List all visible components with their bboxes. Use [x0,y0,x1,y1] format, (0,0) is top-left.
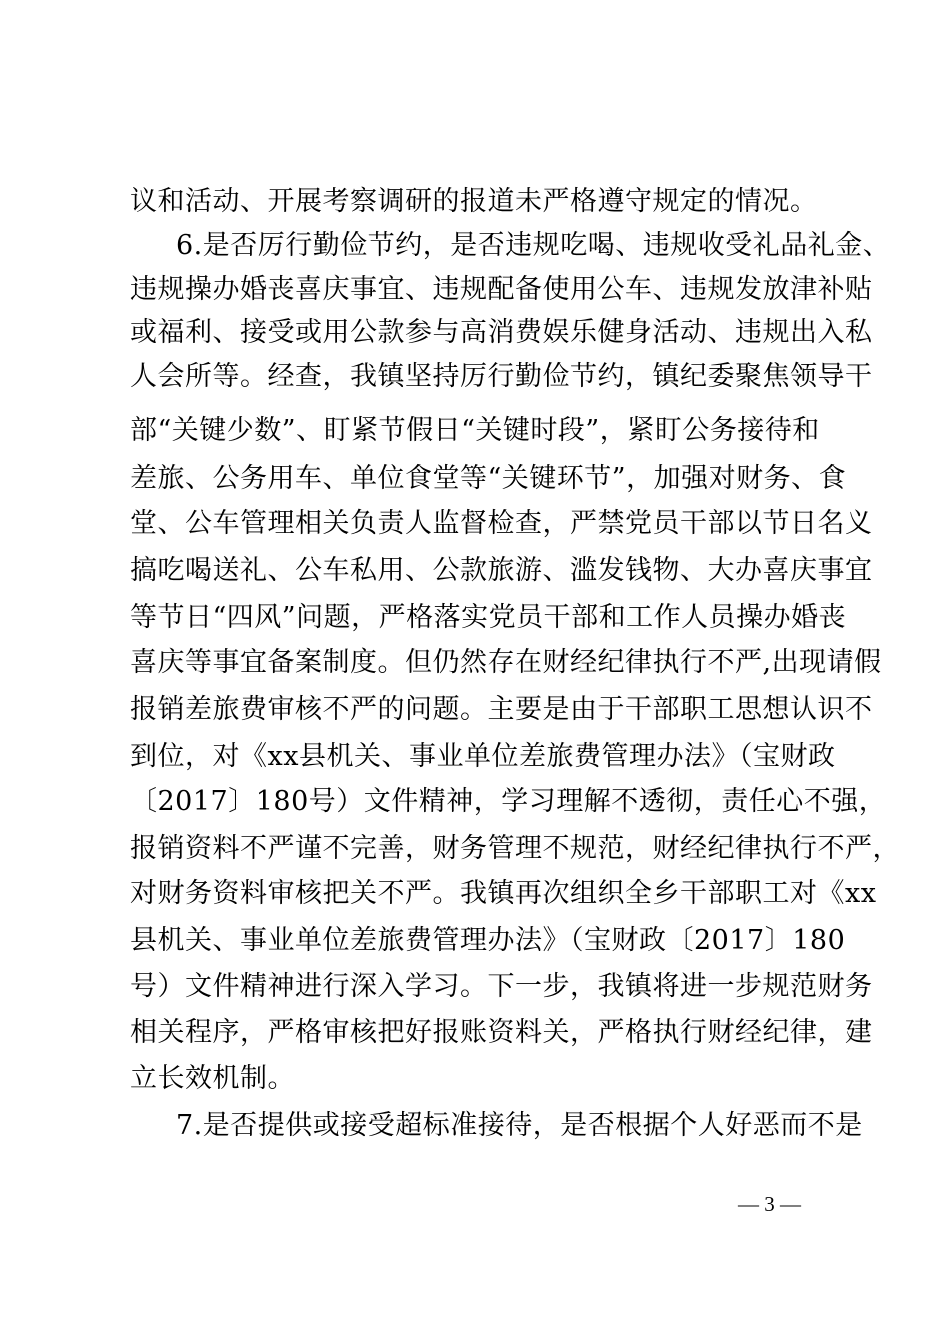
text-line: 搞吃喝送礼、公车私用、公款旅游、滥发钱物、大办喜庆事宜 [130,555,873,586]
text-line: 6.是否厉行勤俭节约，是否违规吃喝、违规收受礼品礼金、 [176,230,891,261]
text-line: 对财务资料审核把关不严。我镇再次组织全乡干部职工对《xx [130,878,877,909]
text-line: 堂、公车管理相关负责人监督检查，严禁党员干部以节日名义 [130,508,873,539]
text-line: 或福利、接受或用公款参与高消费娱乐健身活动、违规出入私 [130,317,873,348]
text-line: 立长效机制。 [130,1063,295,1094]
text-line: 议和活动、开展考察调研的报道未严格遵守规定的情况。 [130,186,818,217]
text-line: 违规操办婚丧喜庆事宜、违规配备使用公车、违规发放津补贴 [130,274,873,305]
page-number: — 3 — [738,1192,801,1216]
text-line: 等节日“四风”问题，严格落实党员干部和工作人员操办婚丧 [130,602,847,633]
text-line: 部“关键少数”、盯紧节假日“关键时段”，紧盯公务接待和 [130,415,820,446]
text-line: 〔2017〕180号）文件精神，学习理解不透彻，责任心不强， [130,786,887,817]
text-line: 报销差旅费审核不严的问题。主要是由于干部职工思想认识不 [130,694,873,725]
text-line: 7.是否提供或接受超标准接待，是否根据个人好恶而不是 [176,1110,863,1141]
text-line: 号）文件精神进行深入学习。下一步，我镇将进一步规范财务 [130,971,873,1002]
text-line: 相关程序，严格审核把好报账资料关，严格执行财经纪律，建 [130,1017,873,1048]
text-line: 人会所等。经查，我镇坚持厉行勤俭节约，镇纪委聚焦领导干 [130,361,873,392]
text-line: 报销资料不严谨不完善，财务管理不规范，财经纪律执行不严， [130,833,900,864]
text-line: 县机关、事业单位差旅费管理办法》（宝财政〔2017〕180 [130,925,846,956]
text-line: 喜庆等事宜备案制度。但仍然存在财经纪律执行不严,出现请假 [130,647,882,678]
text-line: 到位，对《xx县机关、事业单位差旅费管理办法》（宝财政 [130,741,836,772]
text-line: 差旅、公务用车、单位食堂等“关键环节”，加强对财务、食 [130,463,847,494]
